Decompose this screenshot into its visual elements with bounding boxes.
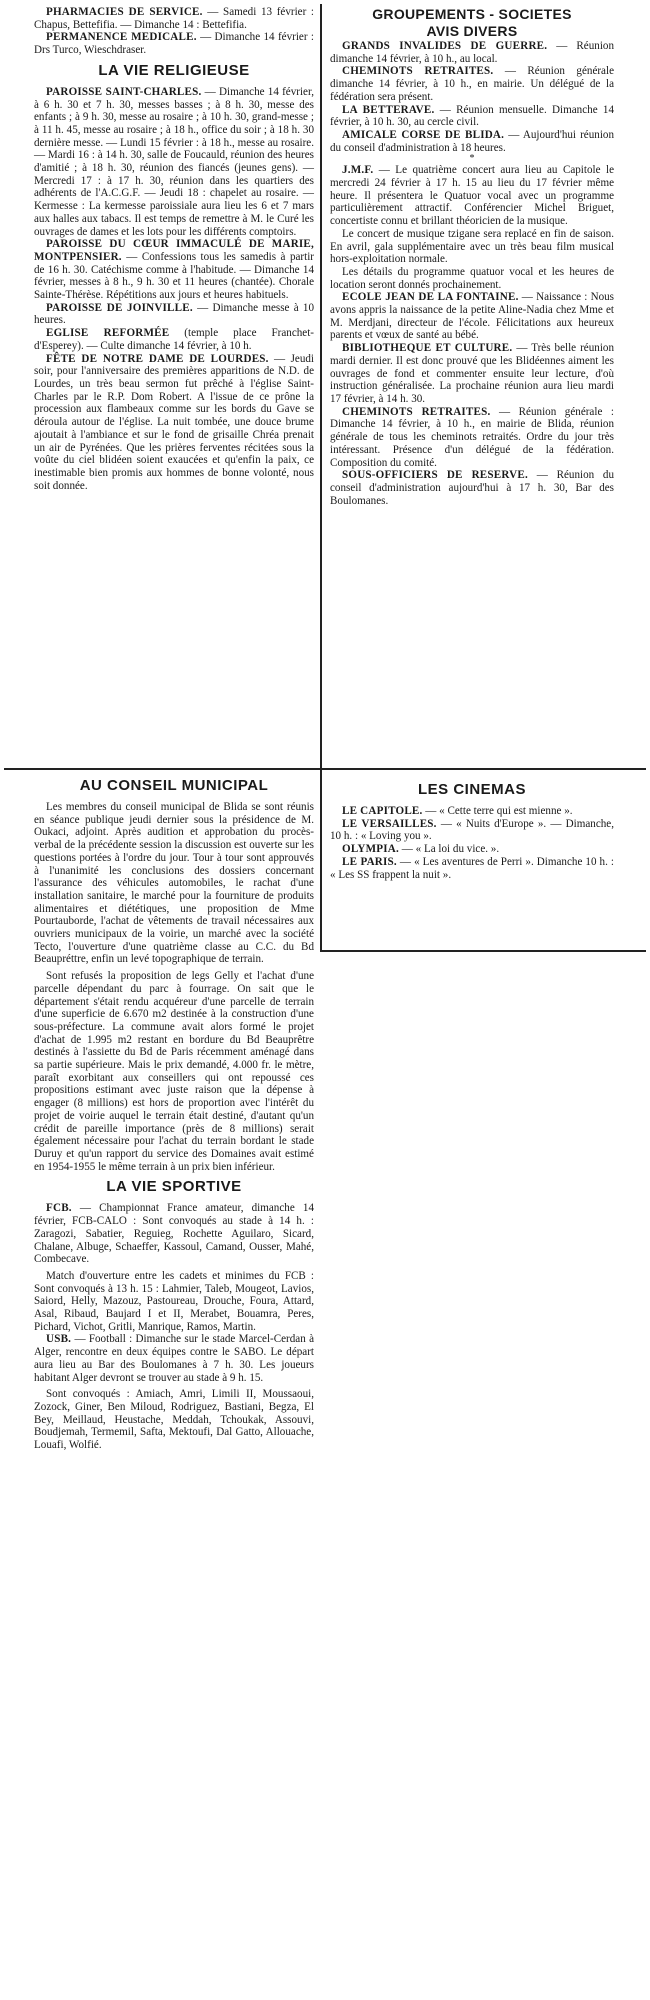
section-title-avis-divers: AVIS DIVERS	[426, 23, 518, 39]
fcb-cadets-paragraph: Match d'ouverture entre les cadets et minimes du FCB : Sont convoqués à 13 h. 15 : Lahmier, Taleb, Mougeot, Lavios, Saiord, Helly, Mazouz, Pastoureau, Drouche, Foura, Attard, Asal, Ribaud, Baujard I et II, Merabet, Bouamra, Peres, Pichard, Vichot, Gritli, Manrique, Ramos, Martin.	[34, 1269, 314, 1333]
rule-under-cinemas	[320, 950, 646, 952]
bibliotheque-text: — Très belle réunion mardi dernier. Il est donc prouvé que les Blidéennes aiment les ouvrages de fond et commenter ensuite leur lecture, d'où instruction généralisée. La prochaine réunion aura lieu mardi 17 février, à 14 h. 30.	[330, 342, 614, 405]
cheminots2-text: — Réunion générale : Dimanche 14 février, à 10 h., en mairie de Blida, réunion générale de tous les cheminots retraités. Ordre du jour très intéressant. Présence d'un délégué de la fédération. Composition du comité.	[330, 405, 614, 469]
st-charles-title: PAROISSE SAINT-CHARLES.	[46, 85, 202, 98]
section-title-conseil: AU CONSEIL MUNICIPAL	[79, 777, 269, 794]
jmf-title: J.M.F.	[342, 164, 374, 177]
cheminots-title: CHEMINOTS RETRAITES.	[342, 65, 494, 78]
capitole-text: — « Cette terre qui est mienne ».	[422, 805, 573, 817]
corse-notice	[330, 129, 614, 154]
conseil-paragraph-1: Les membres du conseil municipal de Blida se sont réunis en séance publique jeudi dernier sous la présidence de M. Oukaci, adjoint. Après audition et approbation du procès-verbal de la précédente session la discussion est ouverte sur les questions portées à l'ordre du jour. Tour à tour sont approuvés à l'unanimité les conclusions des dossiers concernant l'assurance des véhicules automobiles, le rachat d'une installation sanitaire, le marché pour la fourniture de produits alimentaires et diététiques, une proposition de Mme Pourtauborde, l'achat de vêtements de travail nécessaires aux ouvriers municipaux de la voirie, un marché avec la société Tecto, l'ouverture d'une quatrième classe au C.C. du Bd Beaupréttre, enfin un levé topographique de terrain.	[34, 801, 314, 966]
bibliotheque-title: BIBLIOTHEQUE ET CULTURE.	[342, 342, 513, 355]
versailles-text: — « Nuits d'Europe ». — Dimanche, 10 h. : « Loving you ».	[330, 817, 614, 843]
separator-asterisk: *	[469, 153, 475, 165]
reformee-title: EGLISE REFORMÉE	[46, 327, 170, 340]
versailles-listing	[330, 818, 614, 843]
cheminots-text: — Réunion générale dimanche 14 février, à 10 h., en mairie. Un délégué de la fédération sera présent.	[330, 65, 614, 103]
section-title-cinemas: LES CINEMAS	[417, 781, 526, 798]
fcb-title: FCB.	[46, 1202, 72, 1215]
coeur-immacule-notice	[34, 238, 314, 302]
section-title-vie-sportive: LA VIE SPORTIVE	[106, 1178, 242, 1196]
column-right-top	[330, 6, 614, 507]
ecole-notice	[330, 291, 614, 342]
olympia-text: — « La loi du vice. ».	[398, 843, 500, 856]
corse-text: — Aujourd'hui réunion du conseil d'administration à 18 heures.	[330, 128, 614, 154]
cheminots2-notice	[330, 406, 614, 470]
jmf-text-2: Le concert de musique tzigane sera replacé en fin de saison. En avril, gala supplémentaire avec un très beau film musical hors-exploitation normale.	[330, 227, 614, 266]
st-charles-notice	[34, 86, 314, 238]
paris-listing	[330, 856, 614, 881]
usb-notice	[34, 1333, 314, 1384]
pharmacies-title: PHARMACIES DE SERVICE.	[46, 6, 203, 18]
betterave-text: — Réunion mensuelle. Dimanche 14 février, à 10 h. 30, au cercle civil.	[330, 103, 614, 129]
joinville-notice	[34, 302, 314, 327]
corse-title: AMICALE CORSE DE BLIDA.	[342, 128, 505, 141]
lourdes-text: — Jeudi soir, pour l'anniversaire des premières apparitions de N.D. de Lourdes, un très beau sermon fut prêché à l'église Saint-Charles par le R.P. Dom Robert. A l'issue de ce prône la procession aux flambeaux comme sur les bords du Gave se déroula autour de l'église. La nuit tombée, une douce brume ajoutait à l'ambiance et sur le fond de grisaille Chréa prenait un air de Pyrénées. Que les prières ferventes récitées sous la voûte du ciel blidéen soient exaucées et qu'enfin la paix, ce inestimable bien promis aux hommes de bonne volonté, nous soit donnée.	[34, 352, 314, 492]
usb-convoques-paragraph: Sont convoqués : Amiach, Amri, Limili II, Moussaoui, Zozock, Giner, Ben Miloud, Rodriguez, Bastiani, Begza, El Bey, Meillaud, Heustache, Meddah, Tchoukak, Assouvi, Boudjemah, Termemil, Safta, Mektoufi, Dal Gatto, Allouache, Louafi, Wolfié.	[34, 1388, 314, 1452]
olympia-listing	[330, 843, 614, 856]
joinville-text: — Dimanche messe à 10 heures.	[34, 301, 314, 327]
reformee-notice	[34, 327, 314, 352]
usb-title: USB.	[46, 1333, 72, 1346]
section-title-groupements: GROUPEMENTS - SOCIETES	[372, 6, 572, 22]
capitole-title: LE CAPITOLE.	[342, 805, 423, 817]
betterave-notice	[330, 104, 614, 129]
conseil-paragraph-2: Sont refusés la proposition de legs Gelly et l'achat d'une parcelle dépendant du parc à fourrage. On sait que le département s'était rendu acquéreur d'une parcelle de terrain d'une superficie de 6.670 m2 destinée à la construction d'une sous-préfecture. La commune avait alors formé le projet d'achat de 1.995 m2 restant en bordure du Bd Beauprêtre destinés à l'assiette du Bd de Paris récemment aménagé dans sa partie supérieure. Mais le prix demandé, 4.000 fr. le mètre, paraît exorbitant aux conseillers qui ont repoussé ces propositions estimant avec juste raison que la dépense à engager (8 millions) est hors de proportion avec l'intérêt du projet de voirie auquel le terrain était destiné, d'autant qu'un crédit de pareille importance (près de 8 millions) serait également nécessaire pour l'achat du terrain bordant le stade Duruy et qu'un rapport du service des Domaines avait estimé en 1954-1955 le même terrain à un prix bien inférieur.	[34, 970, 314, 1173]
coeur-immacule-text: — Confessions tous les samedis à partir de 16 h. 30. Catéchisme comme à l'habitude. — Dimanche 14 février, messes à 8 h., 9 h. 30 et 11 heures (chantée). Chorale Sainte-Thérèse. Répétitions aux jours et heures habituels.	[34, 250, 314, 302]
pharmacies-text: — Samedi 13 février : Chapus, Bettefifia. — Dimanche 14 : Bettefifia.	[34, 6, 314, 31]
column-rule-top	[320, 4, 322, 952]
bibliotheque-notice	[330, 342, 614, 406]
capitole-listing	[330, 805, 614, 818]
column-left-bottom	[34, 772, 314, 1452]
fcb-notice	[34, 1202, 314, 1266]
sousoff-notice	[330, 469, 614, 507]
versailles-title: LE VERSAILLES.	[342, 817, 437, 830]
lourdes-title: FÊTE DE NOTRE DAME DE LOURDES.	[46, 352, 269, 365]
rule-under-groupements	[320, 768, 646, 770]
sousoff-text: — Réunion du conseil d'administration aujourd'hui à 17 h. 30, Bar des Boulomanes.	[330, 469, 615, 507]
permanence-notice	[34, 31, 314, 56]
lourdes-notice	[34, 353, 314, 493]
section-title-vie-religieuse: LA VIE RELIGIEUSE	[98, 61, 250, 79]
jmf-text-3: Les détails du programme quatuor vocal et les heures de location seront donnés prochainement.	[330, 265, 614, 291]
jmf-notice	[330, 164, 614, 228]
olympia-title: OLYMPIA.	[342, 843, 399, 856]
sousoff-title: SOUS-OFFICIERS DE RESERVE.	[342, 469, 528, 482]
invalides-title: GRANDS INVALIDES DE GUERRE.	[342, 40, 548, 52]
ecole-title: ECOLE JEAN DE LA FONTAINE.	[342, 291, 519, 304]
invalides-notice	[330, 40, 614, 65]
cheminots2-title: CHEMINOTS RETRAITES.	[342, 405, 491, 418]
permanence-text: — Dimanche 14 février : Drs Turco, Wieschdraser.	[34, 31, 314, 57]
column-left-top	[34, 6, 314, 492]
joinville-title: PAROISSE DE JOINVILLE.	[46, 301, 193, 314]
pharmacies-notice	[34, 6, 314, 31]
coeur-immacule-title: PAROISSE DU CŒUR IMMACULÉ DE MARIE, MONTPENSIER.	[34, 238, 314, 263]
jmf-text-1: — Le quatrième concert aura lieu au Capitole le mercredi 24 février à 17 h. 15 au lieu du 17 février même heure. Il présentera le Quatuor vocal avec un programme particulièrement attractif. Conférencier Michel Briguet, concertiste connu et brillant théoricien de la musique.	[330, 164, 614, 228]
invalides-text: — Réunion dimanche 14 février, à 10 h., au local.	[330, 40, 614, 65]
fcb-text: — Championnat France amateur, dimanche 14 février, FCB-CALO : Sont convoqués au stade à 14 h. : Zaragozi, Sabatier, Reguieg, Rochette Aguilaro, Sicard, Chalane, Albuge, Schaeffer, Kassoul, Camand, Ousser, Mahé, Combecave.	[34, 1202, 314, 1266]
permanence-title: PERMANENCE MEDICALE.	[46, 31, 197, 44]
paris-title: LE PARIS.	[342, 855, 397, 868]
reformee-text: (temple place Franchet-d'Esperey). — Culte dimanche 14 février, à 10 h.	[34, 327, 314, 352]
column-rule-cinemas	[320, 816, 322, 826]
rule-under-religieuse	[4, 768, 320, 770]
ecole-text: — Naissance : Nous avons appris la naissance de la petite Aline-Nadia chez Mme et M. Merdjani, directeur de l'école. Félicitations aux heureux parents et vœux de santé au bébé.	[330, 291, 614, 342]
column-cinemas	[330, 776, 614, 881]
betterave-title: LA BETTERAVE.	[342, 103, 435, 116]
paris-text: — « Les aventures de Perri ». Dimanche 10 h. : « Les SS frappent la nuit ».	[330, 855, 614, 881]
usb-text: — Football : Dimanche sur le stade Marcel-Cerdan à Alger, rencontre en deux équipes contre le SABO. Le départ aura lieu au Bar des Boulomanes à 7 h. 30. Les joueurs habitant Alger devront se trouver au stade à 9 h. 15.	[34, 1333, 314, 1384]
st-charles-text: — Dimanche 14 février, à 6 h. 30 et 7 h. 30, messes basses ; à 8 h. 30, messe des enfants ; à 9 h. 30, messe au rosaire ; à 10 h. 30, grand-messe ; à 11 h. 45, messe au rosaire ; à 18 h., office du soir ; à 18 h. 30 dernière messe. — Lundi 15 février : à 18 h., messe au rosaire. — Mardi 16 : à 14 h. 30, salle de Foucauld, réunion des heures d'amitié ; à 18 h. 30, réunion des fiancés (jeunes gens). — Mercredi 17 : à 17 h. 30, réunion dans les quartiers des adhérents de l'A.C.G.F. — Jeudi 18 : chapelet au rosaire. — Kermesse : La kermesse paroissiale aura lieu les 6 et 7 mars aux halles aux tabacs. Il est temps de remettre à M. le Curé les ouvrages de dames et les lots pour les différents comptoirs.	[34, 85, 314, 238]
cheminots-notice	[330, 65, 614, 103]
